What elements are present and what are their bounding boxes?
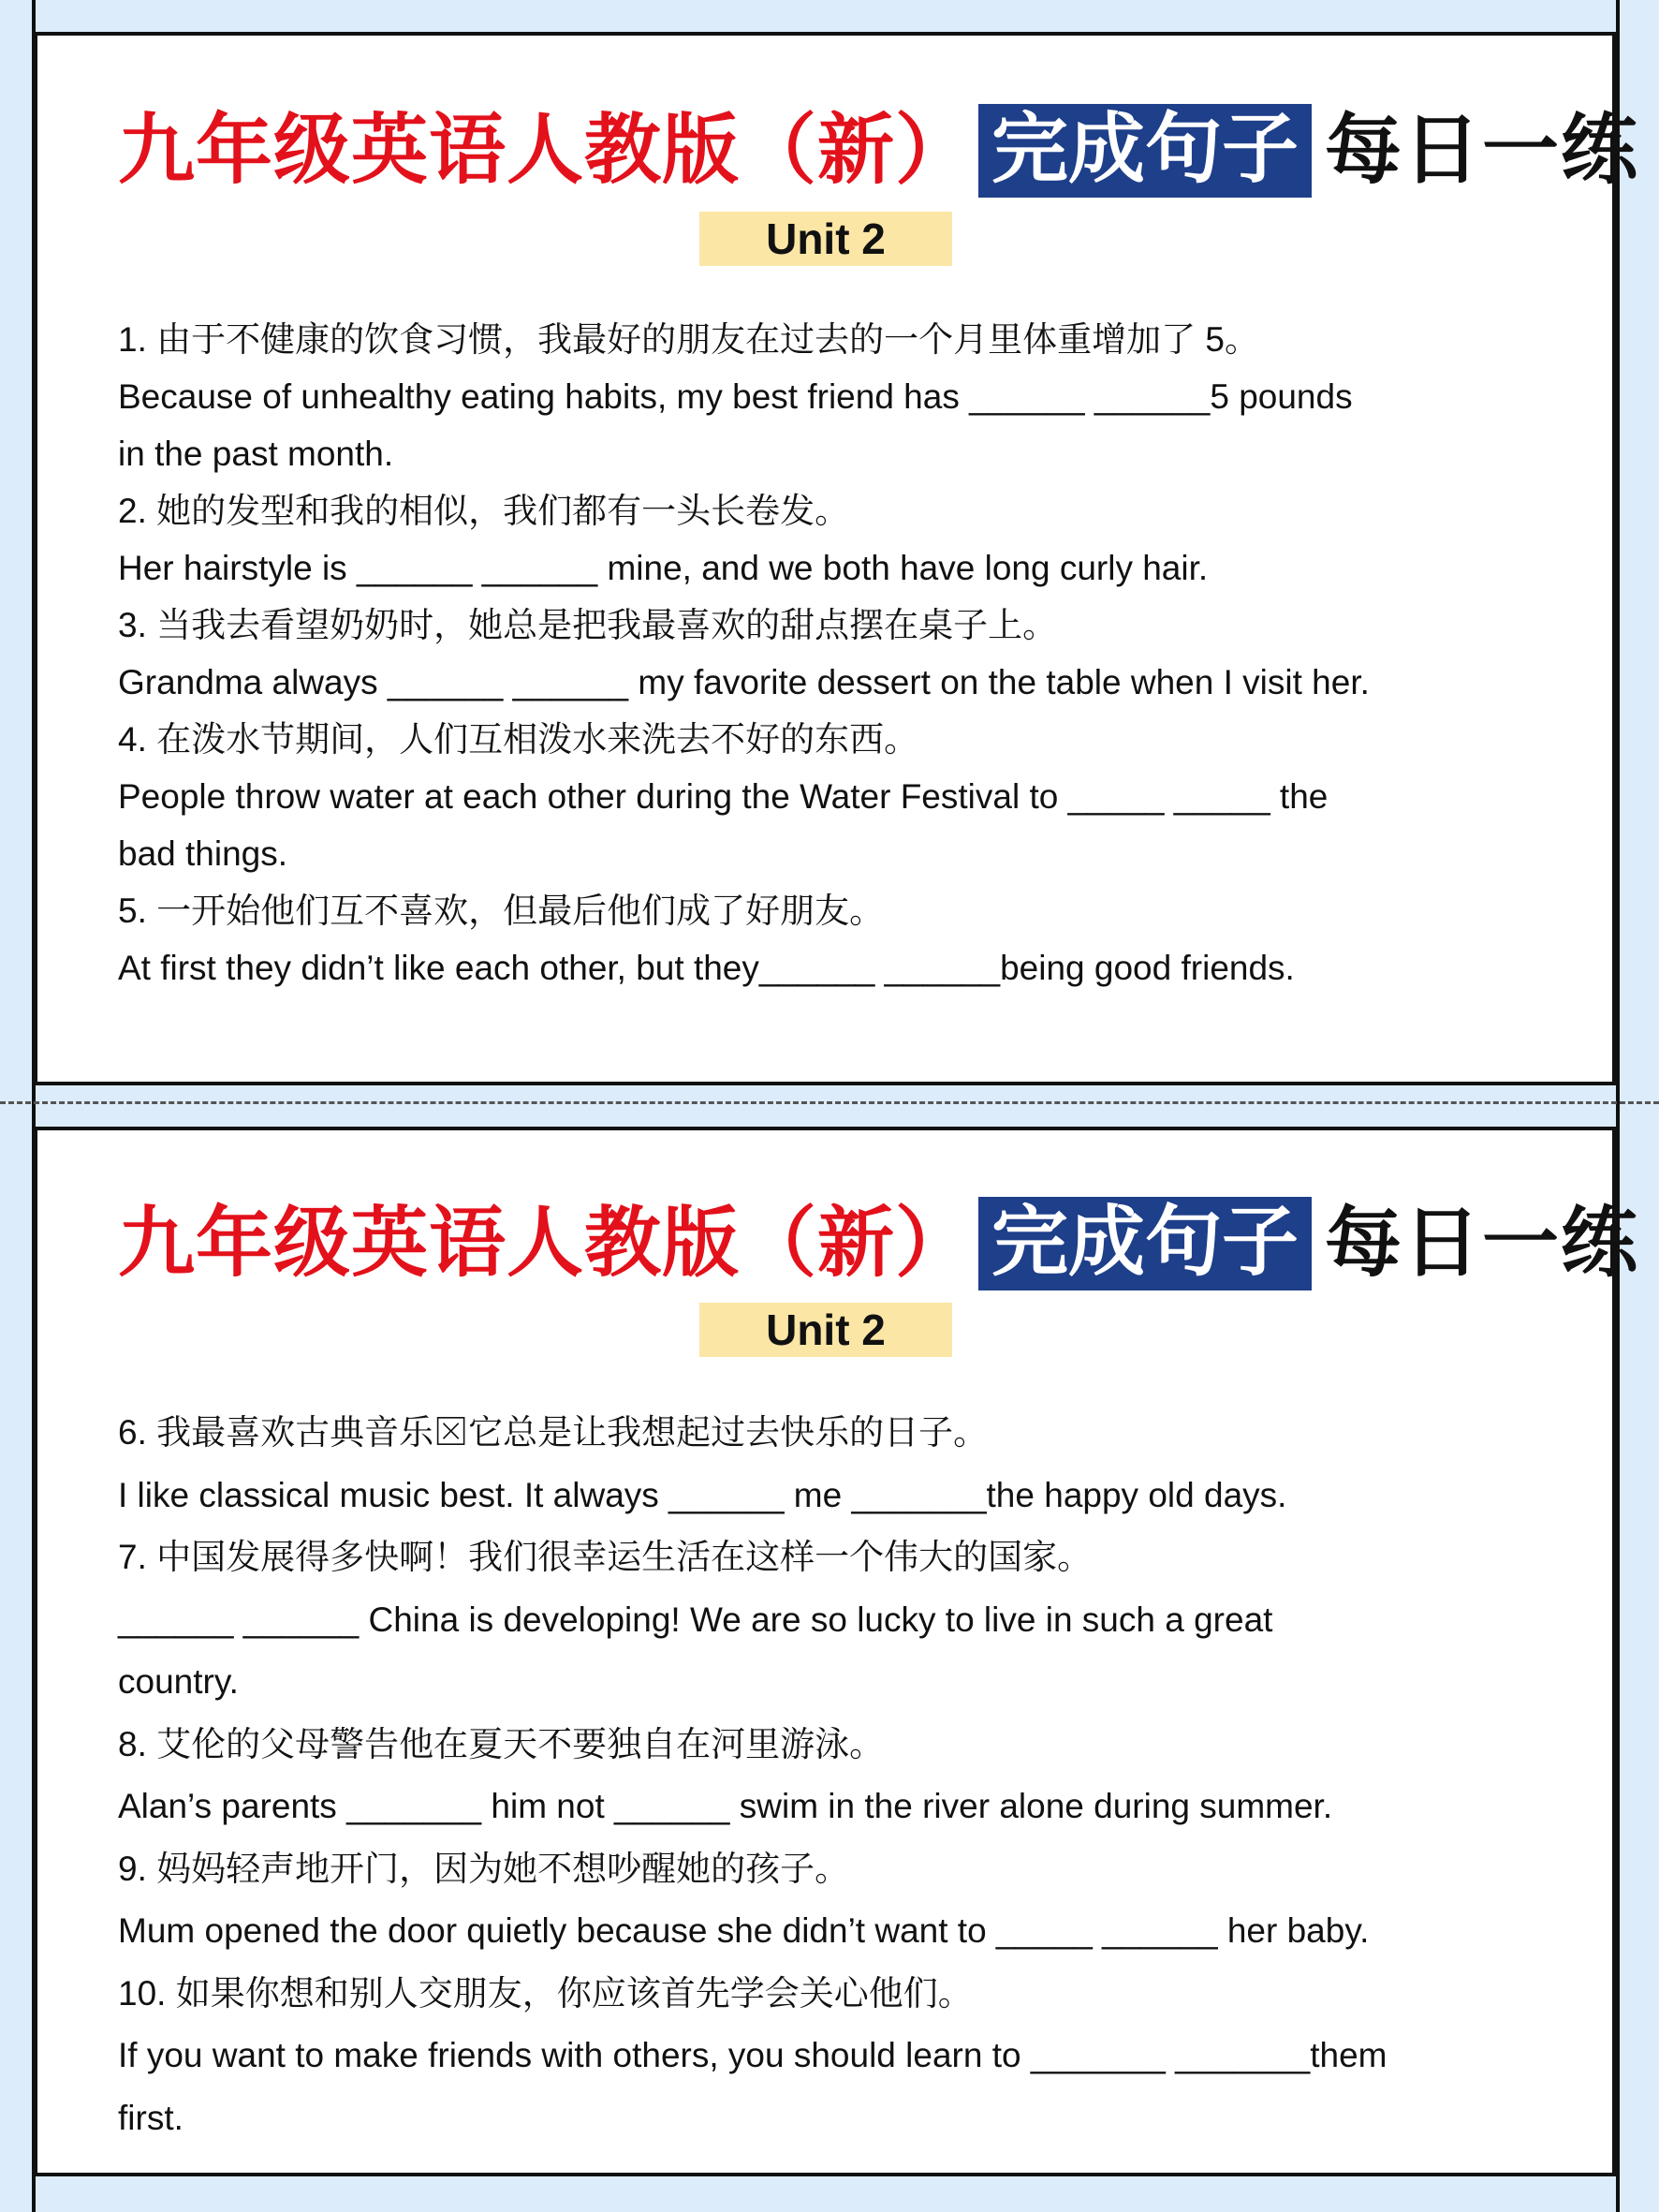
exercise-line: If you want to make friends with others, you should learn to _______ _______them (118, 2036, 1387, 2074)
exercise-line: Her hairstyle is ______ ______ mine, and we both have long curly hair. (118, 549, 1209, 587)
exercise-line: Mum opened the door quietly because she didn’t want to _____ ______ her baby. (118, 1911, 1370, 1950)
exercise-line: 9. 妈妈轻声地开门，因为她不想吵醒她的孩子。 (118, 1849, 850, 1888)
title-highlight: 完成句子 (978, 104, 1312, 198)
exercise-line: ______ ______ China is developing! We are so lucky to live in such a great (118, 1600, 1273, 1639)
exercise-line: I like classical music best. It always ______ me _______the happy old days. (118, 1475, 1287, 1514)
exercise-list (118, 311, 1578, 996)
worksheet-card-2 (34, 1127, 1640, 2176)
title-daily: 每日一练 (1325, 106, 1640, 195)
exercise-line: 7. 中国发展得多快啊！我们很幸运生活在这样一个伟大的国家。 (118, 1538, 1093, 1576)
right-border-line (1616, 0, 1620, 2212)
exercise-line: At first they didn’t like each other, but they______ ______being good friends. (118, 949, 1295, 987)
exercise-line: 10. 如果你想和别人交朋友，你应该首先学会关心他们。 (118, 1973, 973, 2013)
title-grade-text: 九年级英语人教版（新） (118, 1199, 974, 1288)
title-grade-text: 九年级英语人教版（新） (118, 106, 974, 195)
exercise-line: 2. 她的发型和我的相似，我们都有一头长卷发。 (118, 492, 850, 530)
exercise-line: Alan’s parents _______ him not ______ swim in the river alone during summer. (118, 1787, 1333, 1825)
exercise-line: People throw water at each other during the Water Festival to _____ _____ the (118, 777, 1329, 816)
exercise-line: 4. 在泼水节期间，人们互相泼水来洗去不好的东西。 (118, 720, 919, 759)
unit-label: Unit 2 (699, 212, 952, 266)
exercise-line: in the past month. (118, 435, 394, 473)
title-daily: 每日一练 (1325, 1199, 1640, 1288)
exercise-line: Grandma always ______ ______ my favorite dessert on the table when I visit her. (118, 663, 1370, 701)
exercise-line: 8. 艾伦的父母警告他在夏天不要独自在河里游泳。 (118, 1724, 885, 1763)
exercise-line: first. (118, 2098, 184, 2137)
worksheet-title (118, 1192, 1639, 1295)
exercise-line: country. (118, 1662, 239, 1701)
exercise-line: 1. 由于不健康的饮食习惯，我最好的朋友在过去的一个月里体重增加了 5。 (118, 320, 1259, 359)
unit-label: Unit 2 (699, 1303, 952, 1357)
exercise-line: 6. 我最喜欢古典音乐⊠它总是让我想起过去快乐的日子。 (118, 1413, 989, 1452)
worksheet-card-1 (34, 32, 1640, 1085)
exercise-line: Because of unhealthy eating habits, my best friend has ______ ______5 pounds (118, 377, 1353, 416)
exercise-line: bad things. (118, 834, 288, 873)
title-highlight: 完成句子 (978, 1197, 1312, 1290)
exercise-line: 5. 一开始他们互不喜欢，但最后他们成了好朋友。 (118, 892, 885, 930)
exercise-list (118, 1402, 1578, 2149)
exercise-line: 3. 当我去看望奶奶时，她总是把我最喜欢的甜点摆在桌子上。 (118, 606, 1058, 644)
cut-line-divider (0, 1101, 1659, 1104)
worksheet-title (118, 99, 1639, 202)
